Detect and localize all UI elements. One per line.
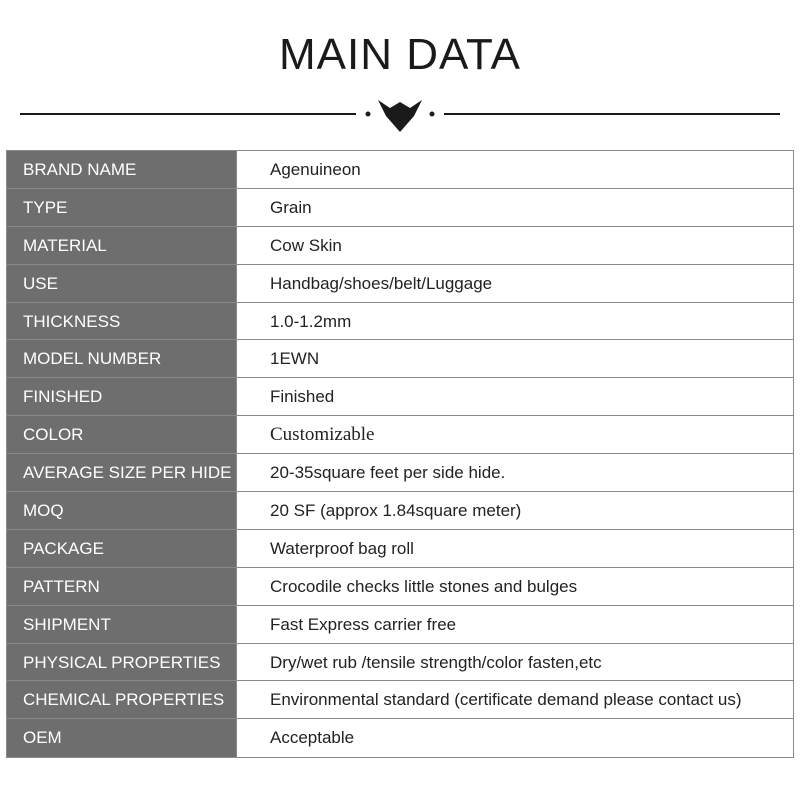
spec-value: Agenuineon bbox=[270, 160, 361, 179]
table-row bbox=[7, 303, 793, 341]
spec-value: Grain bbox=[270, 197, 312, 217]
page-title: MAIN DATA bbox=[278, 30, 522, 79]
table-row bbox=[7, 265, 793, 303]
spec-label: TYPE bbox=[7, 189, 237, 226]
spec-value: Acceptable bbox=[270, 728, 355, 748]
divider-dot-right bbox=[430, 112, 435, 117]
spec-value: 1EWN bbox=[270, 349, 320, 369]
table-row bbox=[7, 530, 793, 568]
table-row bbox=[7, 189, 793, 227]
spec-value: Cow Skin bbox=[270, 235, 342, 255]
spec-label: OEM bbox=[7, 719, 237, 757]
table-row bbox=[7, 454, 793, 492]
divider-dot-left bbox=[366, 112, 371, 117]
table-row bbox=[7, 227, 793, 265]
spec-label: BRAND NAME bbox=[7, 151, 237, 188]
spec-label: CHEMICAL PROPERTIES bbox=[7, 681, 237, 718]
spec-value: Waterproof bag roll bbox=[270, 538, 414, 558]
spec-label: PATTERN bbox=[7, 568, 237, 605]
spec-value: Finished bbox=[270, 387, 335, 407]
spec-label: THICKNESS bbox=[7, 303, 237, 340]
spec-value: Fast Express carrier free bbox=[270, 614, 457, 634]
spec-label: PACKAGE bbox=[7, 530, 237, 567]
spec-label: USE bbox=[7, 265, 237, 302]
table-row bbox=[7, 719, 793, 757]
table-row bbox=[7, 378, 793, 416]
spec-label: AVERAGE SIZE PER HIDE bbox=[7, 454, 237, 491]
table-row bbox=[7, 492, 793, 530]
table-row bbox=[7, 681, 793, 719]
spec-label: MODEL NUMBER bbox=[7, 340, 237, 377]
table-row bbox=[7, 416, 793, 454]
table-row bbox=[7, 151, 793, 189]
spec-label: COLOR bbox=[7, 416, 237, 453]
spec-value: 1.0-1.2mm bbox=[270, 311, 352, 331]
table-row bbox=[7, 606, 793, 644]
spec-label: PHYSICAL PROPERTIES bbox=[7, 644, 237, 681]
ornament-divider bbox=[0, 92, 800, 136]
table-row bbox=[7, 568, 793, 606]
spec-value: Customizable bbox=[270, 424, 375, 446]
spec-value: 20-35square feet per side hide. bbox=[270, 463, 506, 483]
spec-value: Dry/wet rub /tensile strength/color fasten,etc bbox=[270, 652, 602, 672]
specs-table bbox=[6, 150, 794, 758]
spec-label: MATERIAL bbox=[7, 227, 237, 264]
bat-emblem-icon bbox=[378, 100, 422, 132]
spec-value: Handbag/shoes/belt/Luggage bbox=[270, 273, 493, 293]
spec-label: FINISHED bbox=[7, 378, 237, 415]
spec-value: Crocodile checks little stones and bulges bbox=[270, 576, 578, 596]
table-row bbox=[7, 340, 793, 378]
spec-label: MOQ bbox=[7, 492, 237, 529]
table-row bbox=[7, 644, 793, 682]
spec-value: Environmental standard (certificate demand please contact us) bbox=[270, 690, 742, 710]
spec-value: 20 SF (approx 1.84square meter) bbox=[270, 501, 522, 521]
spec-label: SHIPMENT bbox=[7, 606, 237, 643]
